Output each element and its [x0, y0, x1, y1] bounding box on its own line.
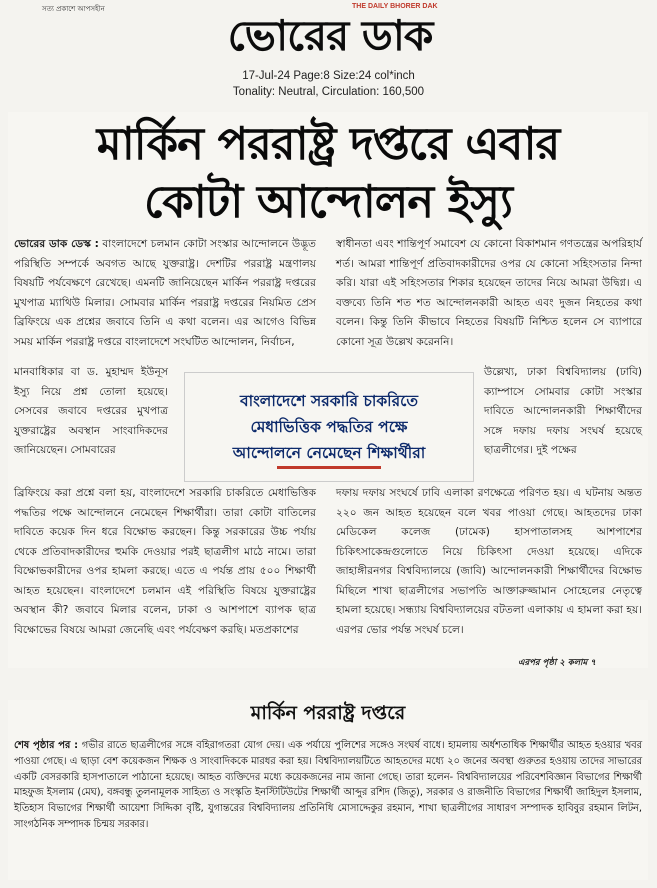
meta-tonality: Tonality: Neutral, Circulation: 160,500	[232, 86, 425, 98]
headline-line-1: মার্কিন পররাষ্ট্র দপ্তরে এবার	[96, 117, 560, 170]
masthead: ভোরের ডাক	[227, 11, 433, 60]
continuation-text: গভীর রাতে ছাত্রলীগের সঙ্গে বহিরাগতরা যোগ দেয়। এক পর্যায়ে পুলিশের সঙ্গেও সংঘর্ষ বাধে। হামলায় অর্ধশতাধিক শিক্ষার্থীর আহত হওয়ার খবর পাওয়া গেছে। এ ছাড়া বেশ কয়েকজন শিক্ষক ও সাংবাদিককে মারধর করা হয়। বিশ্ববিদ্যালয়টিতে আহতদের মধ্যে ২০ জনের অবস্থা গুরুতর হওয়ায় তাদের সাভারের একটি বেসরকারি হাসপাতালে পাঠানো হয়েছে। আহত ব্যক্তিদের মধ্যে কয়েকজনের নাম জানা গেছে। তারা হলেন- বিশ্ববিদ্যালয়ের পরিবেশবিজ্ঞান বিভাগের শিক্ষার্থী মাহফুজ ইসলাম (মেঘ), বঙ্গবন্ধু তুলনামূলক সাহিত্য ও সংস্কৃতি ইনস্টিটিউটের শিক্ষার্থী আব্দুর রশিদ (জিতু), সরকার ও রাজনীতি বিভাগের শিক্ষার্থী জাহিদুল ইসলাম, ইতিহাস বিভাগের শিক্ষার্থী আয়েশা সিদ্দিকা বৃষ্টি, যুগান্তরের বিশ্ববিদ্যালয় প্রতিনিধি মোসাদ্দেকুর রহমান, শাখা ছাত্রলীগের সাধারণ সম্পাদক হাবিবুর রহমান লিটন, সাংগঠনিক সম্পাদক চিন্ময় সরকার।	[14, 740, 642, 830]
body-right-bottom: দফায় দফায় সংঘর্ষে ঢাবি এলাকা রণক্ষেত্রে পরিণত হয়। এ ঘটনায় অন্তত ২২০ জন আহত হয়েছেন বলে খবর পাওয়া গেছে। আহতদের ঢাকা মেডিকেল কলেজ (ঢামেক) হাসপাতালসহ আশপাশের চিকিৎসাকেন্দ্রগুলোতে নিয়ে চিকিৎসা দেওয়া হয়েছে। এদিকে জাহাঙ্গীরনগর বিশ্ববিদ্যালয়ে (জাবি) আন্দোলনকারী শিক্ষার্থীদের বিক্ষোভ মিছিলে শাখা ছাত্রলীগের সভাপতি আক্তারুজ্জামান সোহেলের নেতৃত্বে হামলা হয়েছে। সন্ধ্যায় বিশ্ববিদ্যালয়ের বটতলা এলাকায় এ হামলা করা হয়। এরপর ভোর পর্যন্ত সংঘর্ষ চলে।	[336, 487, 642, 636]
meta-date-size: 17-Jul-24 Page:8 Size:24 col*inch	[242, 70, 415, 82]
continuation-headline: মার্কিন পররাষ্ট্র দপ্তরে	[250, 702, 406, 724]
column-left-top	[14, 235, 316, 352]
pull-quote-line-1: বাংলাদেশে সরকারি চাকরিতে	[240, 392, 418, 410]
byline: ভোরের ডাক ডেস্ক :	[14, 238, 99, 250]
body-left-bottom: ব্রিফিংয়ে করা প্রশ্নে বলা হয়, বাংলাদেশে সরকারি চাকরিতে মেধাভিত্তিক পদ্ধতির পক্ষে আন্দোলনে নেমেছেন শিক্ষার্থীরা। তারা কোটা বাতিলের দাবিতে কয়েক দিন ধরে বিক্ষোভ করছেন। কিন্তু সরকারের উচ্চ পর্যায় থেকে প্রতিবাদকারীদের হুমকি দেওয়ার পরই ছাত্রলীগ মাঠে নামে। তারা বিক্ষোভকারীদের ওপর হামলা করছে। এতে এ পর্যন্ত প্রায় ৫০০ শিক্ষার্থী আহত হয়েছেন। বাংলাদেশে চলমান এই পরিস্থিতি বিষয়ে যুক্তরাষ্ট্রের অবস্থান কী? জবাবে মিলার বলেন, ঢাকা ও আশপাশে ব্যাপক ছাত্র বিক্ষোভের বিষয়ে আমরা জেনেছি এবং পর্যবেক্ষণ করছি। মতপ্রকাশের	[14, 487, 316, 636]
pull-quote-line-2: মেধাভিত্তিক পদ্ধতির পক্ষে	[250, 418, 408, 436]
english-name: THE DAILY BHORER DAK	[352, 3, 438, 10]
headline-line-2: কোটা আন্দোলন ইস্যু	[144, 175, 512, 228]
continued-reference: এরপর পৃষ্ঠা ২ কলাম ৭	[518, 658, 596, 668]
pull-quote-accent-bar	[277, 466, 381, 469]
body-left-mid: মানবাধিকার বা ড. মুহাম্মদ ইউনূস ইস্যু নিয়ে প্রশ্ন তোলা হয়েছে। সেসবের জবাবে দপ্তরের মুখপাত্র যুক্তরাষ্ট্রের অবস্থান সাংবাদিকদের জানিয়েছেন। সোমবারের	[14, 366, 168, 456]
body-right-mid: উল্লেখ্য, ঢাকা বিশ্ববিদ্যালয় (ঢাবি) ক্যাম্পাসে সোমবার কোটা সংস্কার দাবিতে আন্দোলনকারী শিক্ষার্থীদের সঙ্গে দফায় দফায় সংঘর্ষ হয়েছে ছাত্রলীগের। দুই পক্ষের	[484, 366, 642, 456]
continuation-lead: শেষ পৃষ্ঠার পর :	[14, 740, 79, 751]
tagline: সত্য প্রকাশে আপসহীন	[42, 5, 105, 13]
body-left-top: বাংলাদেশে চলমান কোটা সংস্কার আন্দোলনে উদ্ভূত পরিস্থিতি সম্পর্কে অবগত আছে যুক্তরাষ্ট্র। দেশটির পররাষ্ট্র মন্ত্রণালয় বিষয়টি পর্যবেক্ষণে রেখেছে। এমনটি জানিয়েছেন মার্কিন পররাষ্ট্র দপ্তরের মুখপাত্র ম্যাথিউ মিলার। সোমবার মার্কিন পররাষ্ট্র দপ্তরের নিয়মিত প্রেস ব্রিফিংয়ে এক প্রশ্নের জবাবে তিনি এ কথা বলেন। এর আগেও বিভিন্ন সময় মার্কিন পররাষ্ট্র দপ্তরে বাংলাদেশে সংঘটিত আন্দোলন, নির্বাচন,	[14, 238, 316, 348]
pull-quote-line-3: আন্দোলনে নেমেছেন শিক্ষার্থীরা	[232, 444, 426, 462]
body-right-top: স্বাধীনতা এবং শান্তিপূর্ণ সমাবেশ যে কোনো বিকাশমান গণতন্ত্রের অপরিহার্য শর্ত। আমরা শান্তিপূর্ণ প্রতিবাদকারীদের ওপর যে কোনো সহিংসতার নিন্দা করি। যারা এই সহিংসতার শিকার হয়েছেন তাদের নিয়ে আমরা উদ্বিগ্ন। এ বক্তব্যে তিনি শত শত আন্দোলনকারী আহত এবং দুজন নিহতের কথা বলেন। কিন্তু তিনি কীভাবে নিহতের বিষয়টি নিশ্চিত হলেন সে ব্যাপারে কোনো সূত্র উল্লেখ করেননি।	[336, 238, 642, 348]
continuation-body	[14, 738, 642, 833]
